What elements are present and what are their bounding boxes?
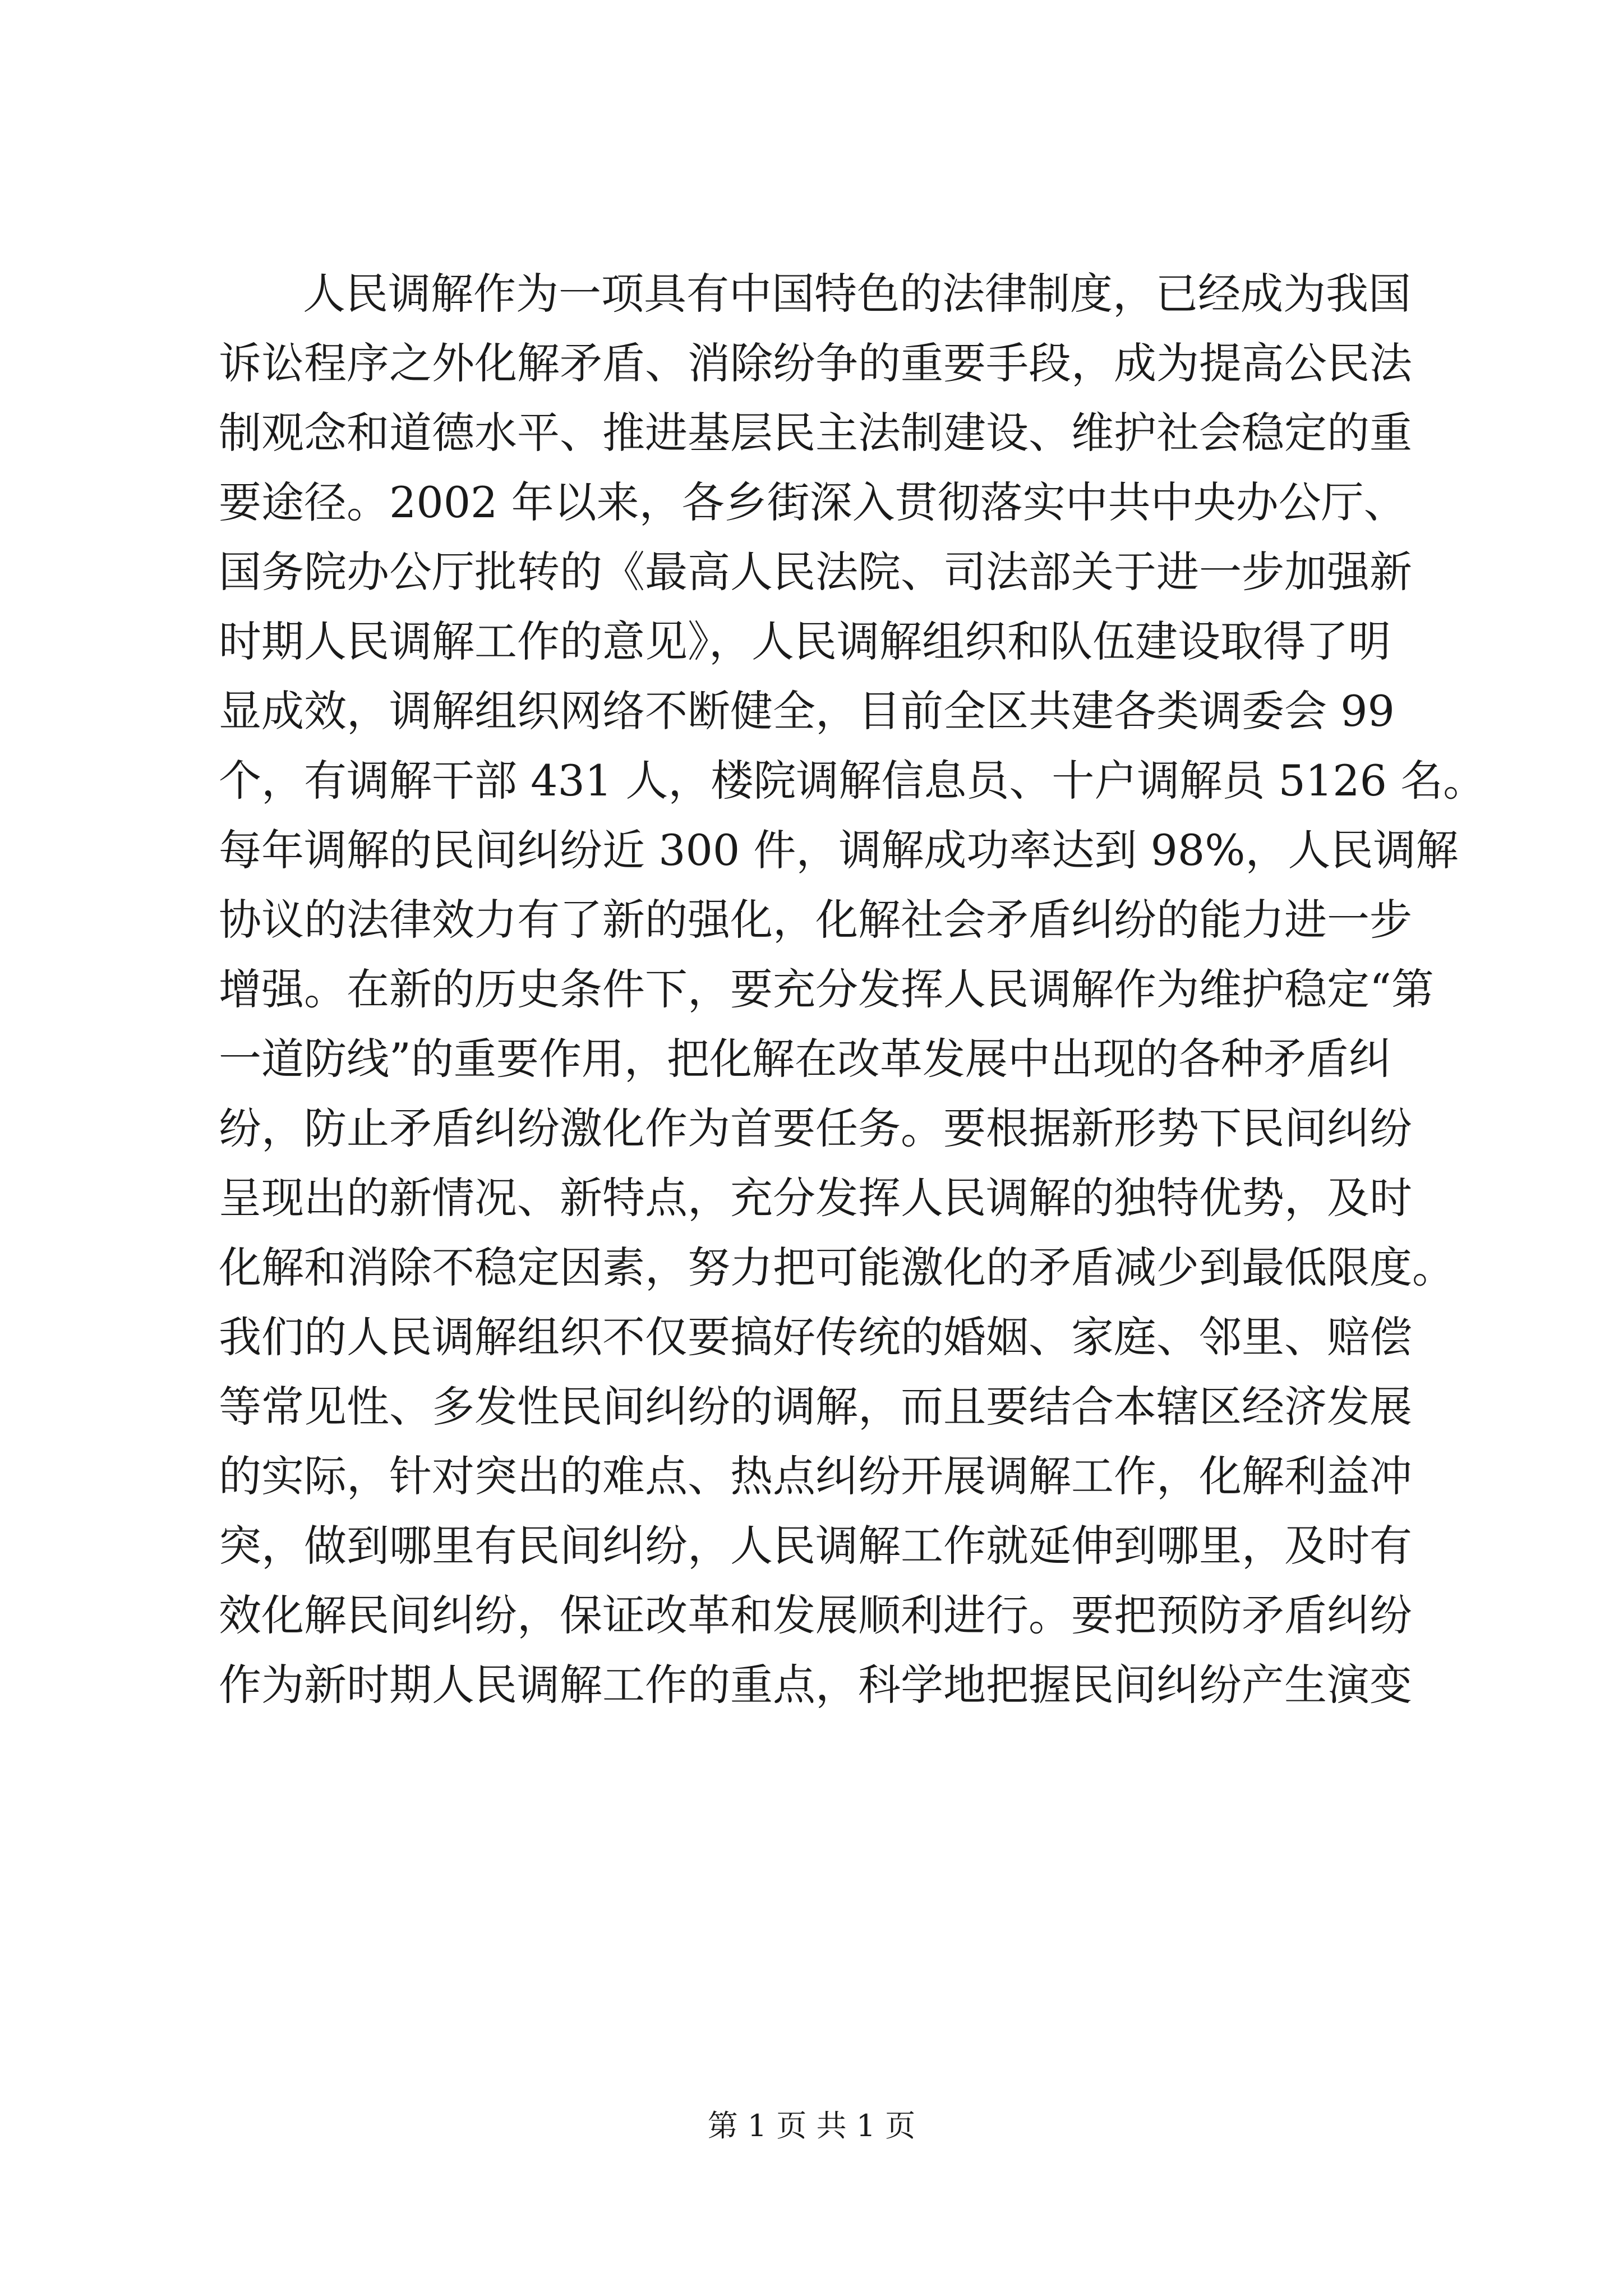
paragraph-line: 化解和消除不稳定因素，努力把可能激化的矛盾减少到最低限度。 bbox=[219, 1243, 1455, 1292]
paragraph-line: 要途径。2002 年以来，各乡街深入贯彻落实中共中央办公厅、 bbox=[219, 477, 1407, 527]
paragraph-line: 作为新时期人民调解工作的重点，科学地把握民间纠纷产生演变 bbox=[219, 1660, 1412, 1710]
paragraph-line: 增强。在新的历史条件下，要充分发挥人民调解作为维护稳定“第 bbox=[219, 964, 1434, 1014]
paragraph-line: 协议的法律效力有了新的强化，化解社会矛盾纠纷的能力进一步 bbox=[219, 895, 1412, 945]
paragraph-line: 诉讼程序之外化解矛盾、消除纷争的重要手段，成为提高公民法 bbox=[219, 338, 1412, 388]
paragraph-line: 时期人民调解工作的意见》，人民调解组织和队伍建设取得了明 bbox=[219, 616, 1391, 666]
paragraph-line: 呈现出的新情况、新特点，充分发挥人民调解的独特优势，及时 bbox=[219, 1173, 1412, 1223]
paragraph-line: 每年调解的民间纠纷近 300 件，调解成功率达到 98%，人民调解 bbox=[219, 825, 1459, 875]
page-footer: 第 1 页 共 1 页 bbox=[707, 2108, 916, 2143]
paragraph-line: 纷，防止矛盾纠纷激化作为首要任务。要根据新形势下民间纠纷 bbox=[219, 1103, 1412, 1153]
paragraph-line: 人民调解作为一项具有中国特色的法律制度，已经成为我国 bbox=[303, 269, 1411, 319]
paragraph-line: 突，做到哪里有民间纠纷，人民调解工作就延伸到哪里，及时有 bbox=[219, 1521, 1412, 1571]
paragraph-line: 的实际，针对突出的难点、热点纠纷开展调解工作，化解利益冲 bbox=[219, 1451, 1412, 1501]
paragraph-line: 显成效，调解组织网络不断健全，目前全区共建各类调委会 99 bbox=[219, 686, 1395, 736]
paragraph-line: 一道防线”的重要作用，把化解在改革发展中出现的各种矛盾纠 bbox=[219, 1034, 1391, 1084]
paragraph-line: 制观念和道德水平、推进基层民主法制建设、维护社会稳定的重 bbox=[219, 408, 1412, 458]
body-paragraph bbox=[219, 259, 1486, 1720]
paragraph-line: 国务院办公厅批转的《最高人民法院、司法部关于进一步加强新 bbox=[219, 547, 1412, 597]
paragraph-line: 我们的人民调解组织不仅要搞好传统的婚姻、家庭、邻里、赔偿 bbox=[219, 1312, 1412, 1362]
paragraph-line: 效化解民间纠纷，保证改革和发展顺利进行。要把预防矛盾纠纷 bbox=[219, 1590, 1412, 1640]
paragraph-line: 等常见性、多发性民间纠纷的调解，而且要结合本辖区经济发展 bbox=[219, 1382, 1412, 1432]
paragraph-line: 个，有调解干部 431 人，楼院调解信息员、十户调解员 5126 名。 bbox=[219, 756, 1486, 806]
